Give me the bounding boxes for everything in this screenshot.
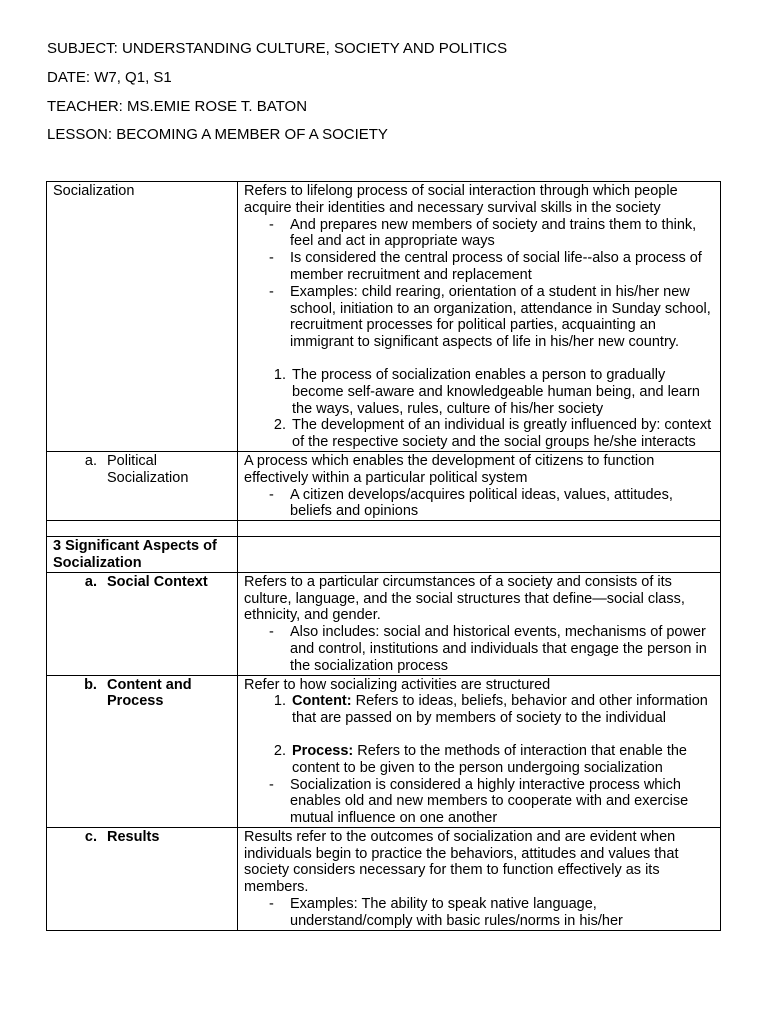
list-item: - Also includes: social and historical events, mechanisms of power and control, institutions and individuals that engage the person in the socialization process bbox=[290, 624, 716, 674]
list-item bbox=[290, 743, 716, 777]
list-item: 1. The process of socialization enables a person to gradually become self-aware and knowledgeable human being, and learn the ways, values, rules, culture of his/her society bbox=[290, 367, 716, 417]
results-content bbox=[238, 827, 721, 930]
list-item: - Examples: The ability to speak native language, understand/comply with basic rules/norms in his/her bbox=[290, 896, 716, 930]
social-context-content bbox=[238, 572, 721, 675]
social-context-term-cell bbox=[47, 572, 238, 675]
lesson-line: LESSON: BECOMING A MEMBER OF A SOCIETY bbox=[47, 126, 388, 144]
political-term-cell bbox=[47, 451, 238, 520]
socialization-term: Socialization bbox=[47, 182, 238, 452]
aspects-heading: 3 Significant Aspects of Socialization bbox=[47, 537, 238, 573]
socialization-numbered-list bbox=[244, 367, 716, 451]
process-text: Refers to the methods of interaction that enable the content to be given to the person undergoing socialization bbox=[292, 742, 687, 776]
subject-line: SUBJECT: UNDERSTANDING CULTURE, SOCIETY AND POLITICS bbox=[47, 40, 508, 57]
lesson-table bbox=[46, 181, 721, 931]
process-label: Process: bbox=[292, 742, 354, 759]
political-definition: A process which enables the development of citizens to function effectively within a particular political system bbox=[244, 452, 655, 486]
social-context-definition: Refers to a particular circumstances of a society and consists of its culture, language, and the social structures that define—social class, ethnicity, and gender. bbox=[244, 573, 685, 624]
content-process-dash-list bbox=[244, 777, 716, 827]
results-definition: Results refer to the outcomes of socialization and are evident when individuals begin to practice the behaviors, attitudes and values that society considers necessary for them to function effectively as its members. bbox=[244, 828, 679, 896]
document-header bbox=[47, 41, 507, 156]
social-context-row bbox=[47, 572, 721, 675]
content-process-definition: Refer to how socializing activities are structured bbox=[244, 676, 551, 693]
aspects-heading-row bbox=[47, 537, 721, 573]
political-term: a. Political Socialization bbox=[101, 453, 233, 487]
list-item: - Socialization is considered a highly interactive process which enables old and new members to cooperate with and exercise mutual influence on one another bbox=[290, 777, 716, 827]
content-text: Refers to ideas, beliefs, behavior and other information that are passed on by members of society to the individual bbox=[292, 693, 708, 727]
socialization-definition: Refers to lifelong process of social interaction through which people acquire their identities and necessary survival skills in the society bbox=[244, 183, 678, 216]
results-row bbox=[47, 827, 721, 930]
list-item: - A citizen develops/acquires political ideas, values, attitudes, beliefs and opinions bbox=[290, 487, 716, 521]
results-dash-list bbox=[244, 896, 716, 930]
political-content bbox=[238, 451, 721, 520]
content-process-numbered-list-2 bbox=[244, 743, 716, 777]
content-process-numbered-list bbox=[244, 693, 716, 727]
social-context-dash-list bbox=[244, 624, 716, 674]
empty-row bbox=[47, 521, 721, 537]
socialization-row bbox=[47, 182, 721, 452]
socialization-dash-list bbox=[244, 217, 716, 351]
socialization-content bbox=[238, 182, 721, 452]
social-context-term: a. Social Context bbox=[101, 574, 233, 591]
content-process-row bbox=[47, 675, 721, 827]
content-process-term: b. Content and Process bbox=[101, 677, 233, 711]
content-process-term-cell bbox=[47, 675, 238, 827]
political-row bbox=[47, 451, 721, 520]
list-item: - Is considered the central process of social life--also a process of member recruitment and replacement bbox=[290, 250, 716, 284]
results-term: c. Results bbox=[101, 829, 233, 846]
results-term-cell bbox=[47, 827, 238, 930]
content-label: Content: bbox=[292, 693, 352, 710]
list-item bbox=[290, 693, 716, 727]
political-dash-list bbox=[244, 487, 716, 521]
list-item: - Examples: child rearing, orientation of a student in his/her new school, initiation to an organization, attendance in Sunday school, recruitment processes for political parties, acquainting an immigrant to significant aspects of life in his/her new country. bbox=[290, 284, 716, 351]
teacher-line: TEACHER: MS.EMIE ROSE T. BATON bbox=[47, 97, 308, 115]
date-line: DATE: W7, Q1, S1 bbox=[47, 68, 172, 86]
list-item: 2. The development of an individual is greatly influenced by: context of the respective society and the social groups he/she interacts bbox=[290, 417, 716, 451]
content-process-content bbox=[238, 675, 721, 827]
list-item: - And prepares new members of society and trains them to think, feel and act in appropriate ways bbox=[290, 217, 716, 251]
